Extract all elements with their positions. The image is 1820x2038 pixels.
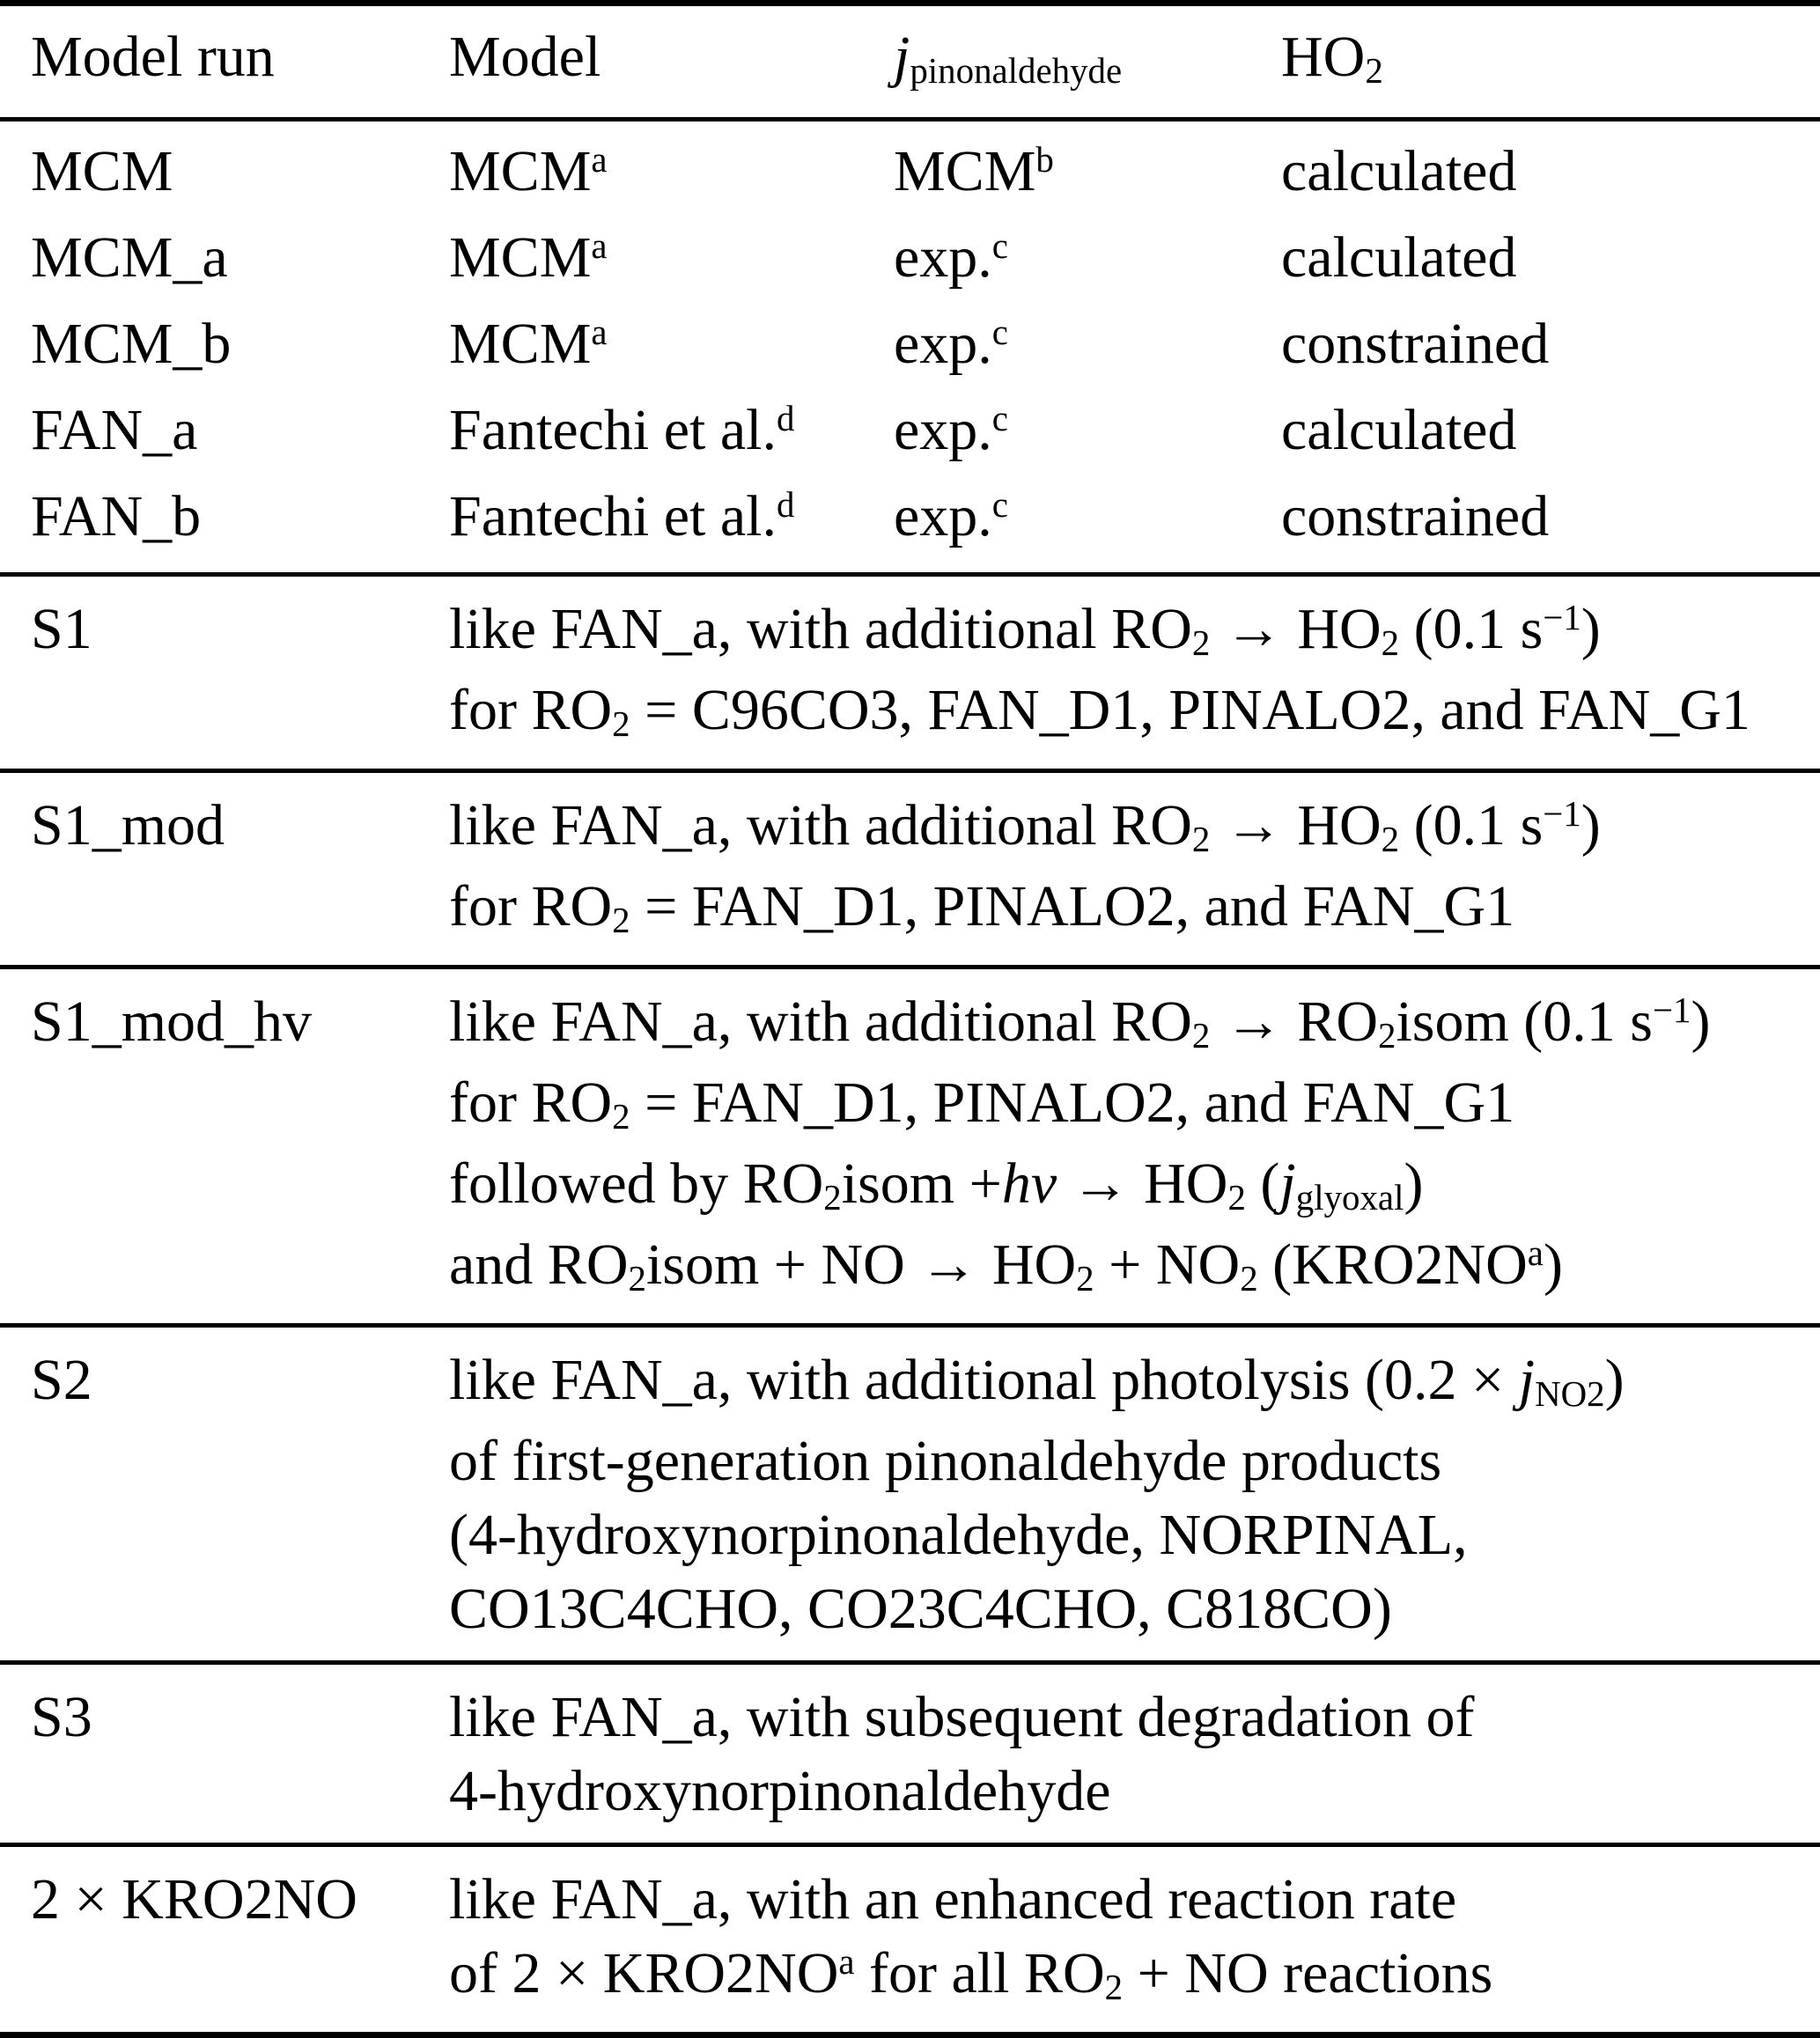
text-run: exp. — [894, 312, 992, 376]
text-run: → RO — [1210, 990, 1378, 1054]
description-line — [449, 1066, 1820, 1147]
subscript: 2 — [1191, 820, 1211, 860]
text-run: isom + — [841, 1151, 1002, 1216]
text-run: → HO — [1057, 1151, 1228, 1216]
text-run: S2 — [31, 1348, 92, 1412]
text-run: isom (0.1 s — [1396, 990, 1653, 1054]
section-description — [449, 985, 1820, 1309]
subscript: 2 — [612, 704, 630, 745]
text-run: = FAN_D1, PINALO2, and FAN_G1 — [630, 1071, 1515, 1135]
section-s1-mod-hv — [0, 969, 1820, 1323]
superscript: −1 — [1652, 990, 1691, 1030]
cell-model-run — [31, 132, 449, 218]
subscript: 2 — [1378, 1016, 1396, 1056]
text-run: + NO — [1094, 1232, 1241, 1297]
text-run: = C96CO3, FAN_D1, PINALO2, and FAN_G1 — [630, 678, 1750, 742]
subscript: 2 — [612, 1097, 630, 1137]
header-model-run — [31, 18, 449, 103]
section-description — [449, 1343, 1820, 1646]
text-run: followed by RO — [449, 1151, 824, 1216]
cell-j-pinonaldehyde — [894, 477, 1281, 563]
cell-j-pinonaldehyde — [894, 305, 1281, 391]
text-run: MCM_a — [31, 225, 228, 290]
description-line — [449, 592, 1820, 673]
italic-text-run: j — [1518, 1348, 1536, 1412]
section-s2 — [0, 1328, 1820, 1660]
section-label — [31, 1681, 449, 1828]
cell-model — [449, 132, 894, 218]
subscript: 2 — [612, 901, 630, 941]
italic-text-run: j — [1279, 1151, 1296, 1216]
italic-text-run: j — [894, 25, 910, 89]
text-run: MCM — [31, 139, 173, 203]
header-ho2 — [1281, 18, 1820, 103]
description-line — [449, 1937, 1820, 2018]
superscript: d — [777, 398, 795, 438]
superscript: a — [591, 139, 608, 180]
header-j-pinonaldehyde — [894, 18, 1281, 103]
text-run: constrained — [1281, 484, 1550, 548]
section-label — [31, 789, 449, 951]
text-run: like FAN_a, with subsequent degradation of — [449, 1685, 1475, 1749]
subscript: 2 — [1365, 51, 1383, 92]
table-bottom-rule — [0, 2032, 1820, 2038]
section-label — [31, 1343, 449, 1646]
text-run: calculated — [1281, 139, 1517, 203]
cell-ho2 — [1281, 218, 1820, 305]
text-run: ) — [1404, 1151, 1424, 1216]
italic-text-run: hν — [1001, 1151, 1057, 1216]
subscript: 2 — [1076, 1259, 1094, 1299]
text-run: of 2 × KRO2NO — [449, 1941, 839, 2005]
superscript: c — [991, 225, 1008, 266]
table-row-mcm-a — [0, 218, 1820, 305]
subscript: 2 — [1104, 1968, 1124, 2008]
description-line — [449, 789, 1820, 870]
text-run: like FAN_a, with additional RO — [449, 793, 1192, 857]
text-run: MCM — [894, 139, 1036, 203]
text-run: ( — [1245, 1151, 1280, 1216]
section-2x-kro2no — [0, 1847, 1820, 2032]
text-run: ) — [1581, 793, 1601, 857]
cell-j-pinonaldehyde — [894, 391, 1281, 477]
section-label — [31, 985, 449, 1309]
text-run: → HO — [1210, 597, 1382, 661]
description-line — [449, 673, 1820, 754]
superscript: c — [991, 312, 1008, 352]
description-line — [449, 1863, 1820, 1937]
text-run: like FAN_a, with an enhanced reaction rate — [449, 1867, 1457, 1931]
text-run: exp. — [894, 484, 992, 548]
text-run: (0.1 s — [1399, 793, 1544, 857]
text-run: ) — [1581, 597, 1601, 661]
section-s1 — [0, 577, 1820, 769]
description-line — [449, 985, 1820, 1066]
text-run: ) — [1543, 1232, 1563, 1297]
text-run: for all RO — [854, 1941, 1105, 2005]
text-run: exp. — [894, 398, 992, 462]
superscript: c — [991, 398, 1008, 438]
text-run: constrained — [1281, 312, 1550, 376]
cell-j-pinonaldehyde — [894, 218, 1281, 305]
text-run: CO13C4CHO, CO23C4CHO, C818CO) — [449, 1577, 1392, 1641]
subscript: 2 — [1381, 623, 1400, 664]
superscript: a — [591, 225, 608, 266]
text-run: and RO — [449, 1232, 629, 1297]
cell-model-run — [31, 391, 449, 477]
text-run: for RO — [449, 678, 613, 742]
text-run: 2 × KRO2NO — [31, 1867, 357, 1931]
superscript: a — [591, 312, 608, 352]
table-top-rule — [0, 0, 1820, 6]
description-line — [449, 1755, 1820, 1828]
subscript: 2 — [1191, 623, 1211, 664]
text-run: of first-generation pinonaldehyde products — [449, 1429, 1442, 1493]
text-run: like FAN_a, with additional photolysis (0.2 × — [449, 1348, 1519, 1412]
subscript: glyoxal — [1295, 1178, 1404, 1218]
text-run: FAN_b — [31, 484, 202, 548]
subscript: 2 — [1227, 1178, 1246, 1218]
text-run: calculated — [1281, 225, 1517, 290]
model-runs-body — [0, 121, 1820, 572]
text-run: MCM_b — [31, 312, 232, 376]
text-run: ) — [1604, 1348, 1625, 1412]
cell-model-run — [31, 218, 449, 305]
table-row-fan-b — [0, 477, 1820, 563]
text-run: Fantechi et al. — [449, 398, 777, 462]
text-run: = FAN_D1, PINALO2, and FAN_G1 — [630, 874, 1515, 938]
text-run: Fantechi et al. — [449, 484, 777, 548]
cell-model-run — [31, 305, 449, 391]
text-run: for RO — [449, 1071, 613, 1135]
superscript: a — [1527, 1232, 1544, 1273]
text-run: → HO — [1210, 793, 1382, 857]
text-run: Model — [449, 25, 601, 89]
text-run: (0.1 s — [1399, 597, 1544, 661]
text-run: 4-hydroxynorpinonaldehyde — [449, 1759, 1111, 1823]
cell-model-run — [31, 477, 449, 563]
cell-model — [449, 391, 894, 477]
text-run: FAN_a — [31, 398, 198, 462]
superscript: a — [838, 1941, 855, 1982]
cell-ho2 — [1281, 305, 1820, 391]
text-run: ) — [1691, 990, 1711, 1054]
text-run: (KRO2NO — [1257, 1232, 1528, 1297]
cell-ho2 — [1281, 477, 1820, 563]
text-run: exp. — [894, 225, 992, 290]
text-run: S1_mod — [31, 793, 225, 857]
text-run: isom + NO → HO — [645, 1232, 1077, 1297]
description-line — [449, 1147, 1820, 1228]
cell-j-pinonaldehyde — [894, 132, 1281, 218]
section-description — [449, 1863, 1820, 2018]
section-label — [31, 592, 449, 754]
header-model — [449, 18, 894, 103]
text-run: (4-hydroxynorpinonaldehyde, NORPINAL, — [449, 1503, 1468, 1567]
description-line — [449, 1343, 1820, 1424]
description-line — [449, 1498, 1820, 1572]
cell-model — [449, 477, 894, 563]
description-line — [449, 1228, 1820, 1309]
section-s1-mod — [0, 773, 1820, 965]
text-run: like FAN_a, with additional RO — [449, 597, 1192, 661]
table-row-mcm — [0, 132, 1820, 218]
section-label — [31, 1863, 449, 2018]
text-run: like FAN_a, with additional RO — [449, 990, 1192, 1054]
text-run: S1 — [31, 597, 92, 661]
cell-ho2 — [1281, 391, 1820, 477]
text-run: MCM — [449, 312, 592, 376]
text-run: MCM — [449, 139, 592, 203]
text-run: S3 — [31, 1685, 92, 1749]
section-description — [449, 1681, 1820, 1828]
text-run: Model run — [31, 25, 275, 89]
subscript: pinonaldehyde — [910, 51, 1123, 92]
cell-model — [449, 218, 894, 305]
section-description — [449, 592, 1820, 754]
subscript: 2 — [823, 1178, 842, 1218]
superscript: c — [991, 484, 1008, 525]
text-run: S1_mod_hv — [31, 990, 313, 1054]
description-line — [449, 1424, 1820, 1498]
description-line — [449, 1572, 1820, 1646]
superscript: d — [777, 484, 795, 525]
text-run: MCM — [449, 225, 592, 290]
superscript: b — [1035, 139, 1054, 180]
subscript: NO2 — [1535, 1374, 1605, 1415]
subscript: 2 — [1381, 820, 1400, 860]
section-s3 — [0, 1665, 1820, 1843]
table-header-row — [0, 6, 1820, 117]
text-run: HO — [1281, 25, 1366, 89]
text-run: + NO reactions — [1123, 1941, 1493, 2005]
description-line — [449, 870, 1820, 951]
subscript: 2 — [1240, 1259, 1258, 1299]
description-line — [449, 1681, 1820, 1755]
cell-model — [449, 305, 894, 391]
section-description — [449, 789, 1820, 951]
text-run: for RO — [449, 874, 613, 938]
cell-ho2 — [1281, 132, 1820, 218]
subscript: 2 — [1191, 1016, 1211, 1056]
subscript: 2 — [628, 1259, 646, 1299]
superscript: −1 — [1543, 597, 1581, 637]
superscript: −1 — [1543, 793, 1581, 834]
text-run: calculated — [1281, 398, 1517, 462]
table-row-mcm-b — [0, 305, 1820, 391]
table-row-fan-a — [0, 391, 1820, 477]
